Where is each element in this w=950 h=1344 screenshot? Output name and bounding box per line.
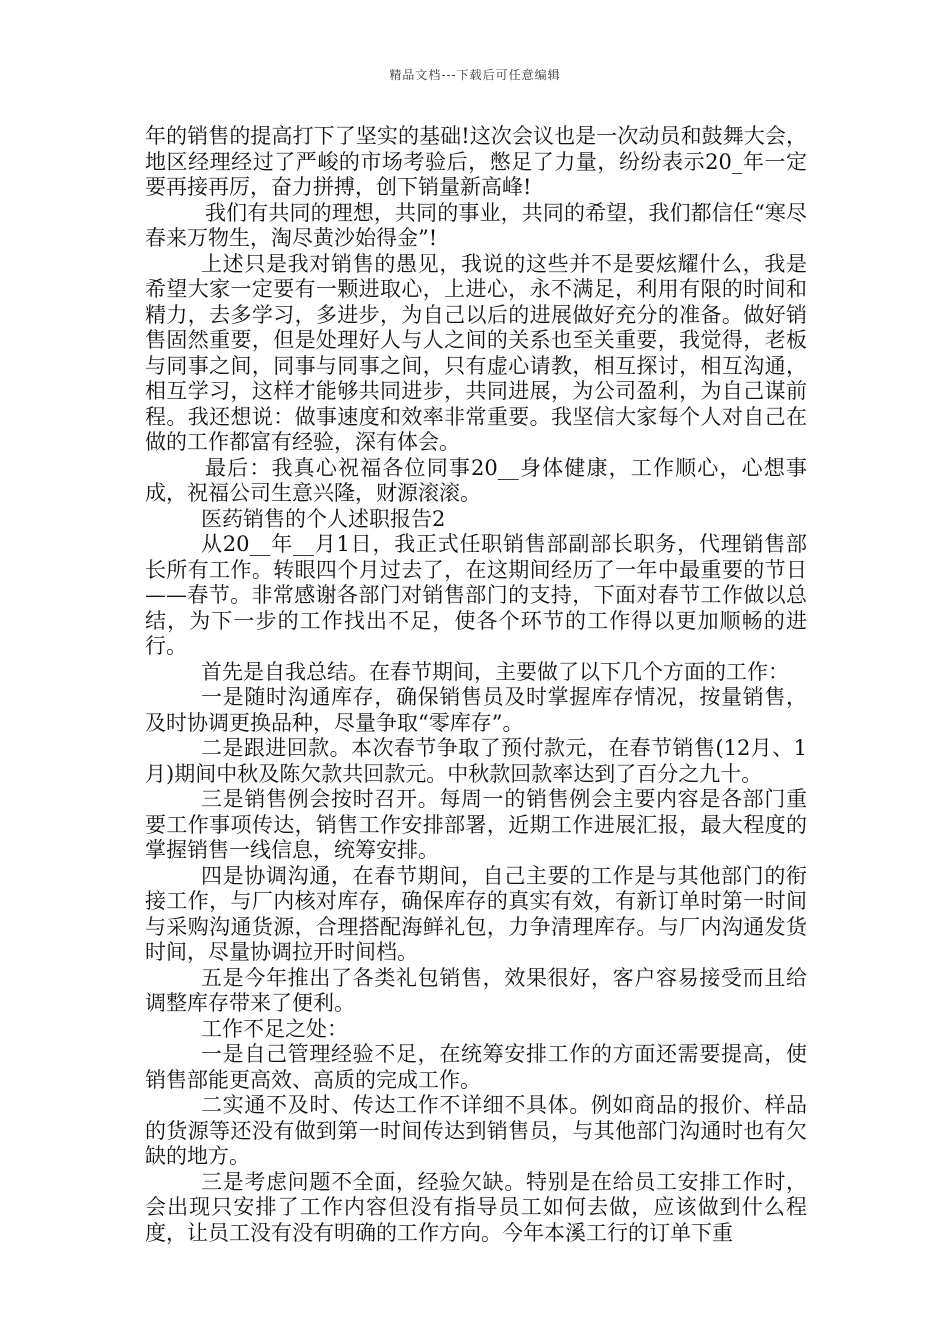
paragraph-appointment: 从20__年__月1日，我正式任职销售部副部长职务，代理销售部长所有工作。转眼四个月过去了，在这期间经历了一年中最重要的节日——春节。非常感谢各部门对销售部门的支持，下面对春节工作做以总结，为下一步的工作找出不足，使各个环节的工作得以更加顺畅的进行。 (145, 532, 807, 658)
paragraph-shortcoming-one: 一是自己管理经验不足，在统筹安排工作的方面还需要提高，使销售部能更高效、高质的完成工作。 (145, 1042, 807, 1092)
paragraph-closing-wishes: 最后：我真心祝福各位同事20__身体健康，工作顺心，心想事成，祝福公司生意兴隆，财源滚滚。 (145, 455, 807, 505)
paragraph-shared-ideals: 我们有共同的理想，共同的事业，共同的希望，我们都信任“寒尽春来万物生，淘尽黄沙始得金”! (145, 200, 807, 250)
paragraph-point-five: 五是今年推出了各类礼包销售，效果很好，客户容易接受而且给调整库存带来了便利。 (145, 965, 807, 1015)
paragraph-point-two: 二是跟进回款。本次春节争取了预付款元，在春节销售(12月、1月)期间中秋及陈欠款共回款元。中秋款回款率达到了百分之九十。 (145, 736, 807, 786)
paragraph-shortcoming-two: 二实通不及时、传达工作不详细不具体。例如商品的报价、样品的货源等还没有做到第一时间传达到销售员，与其他部门沟通时也有欠缺的地方。 (145, 1093, 807, 1168)
page-header-watermark: 精品文档---下载后可任意编辑 (389, 68, 561, 82)
paragraph-opinion: 上述只是我对销售的愚见，我说的这些并不是要炫耀什么，我是希望大家一定要有一颗进取心，上进心，永不满足，利用有限的时间和精力，去多学习，多进步，为自己以后的进展做好充分的准备。做好销售固然重要，但是处理好人与人之间的关系也至关重要，我觉得，老板与同事之间，同事与同事之间，只有虚心请教，相互探讨，相互沟通，相互学习，这样才能够共同进步，共同进展，为公司盈利，为自己谋前程。我还想说：做事速度和效率非常重要。我坚信大家每个人对自己在做的工作都富有经验，深有体会。 (145, 251, 807, 454)
paragraph-continuation: 年的销售的提高打下了坚实的基础!这次会议也是一次动员和鼓舞大会，地区经理经过了严峻的市场考验后，憋足了力量，纷纷表示20_年一定要再接再厉，奋力拼搏，创下销量新高峰! (145, 124, 807, 199)
document-body (145, 124, 807, 1246)
paragraph-point-one: 一是随时沟通库存，确保销售员及时掌握库存情况，按量销售，及时协调更换品种，尽量争取“零库存”。 (145, 685, 807, 735)
paragraph-point-three: 三是销售例会按时召开。每周一的销售例会主要内容是各部门重要工作事项传达，销售工作安排部署，近期工作进展汇报，最大程度的掌握销售一线信息，统筹安排。 (145, 787, 807, 862)
paragraph-shortcomings-heading: 工作不足之处： (201, 1016, 348, 1041)
section-heading: 医药销售的个人述职报告2 (201, 506, 446, 531)
paragraph-self-summary: 首先是自我总结。在春节期间，主要做了以下几个方面的工作： (201, 659, 789, 684)
paragraph-shortcoming-three: 三是考虑问题不全面，经验欠缺。特别是在给员工安排工作时，会出现只安排了工作内容但没有指导员工如何去做，应该做到什么程度，让员工没有没有明确的工作方向。今年本溪工行的订单下重 (145, 1169, 807, 1245)
paragraph-point-four: 四是协调沟通，在春节期间，自己主要的工作是与其他部门的衔接工作，与厂内核对库存，确保库存的真实有效，有新订单时第一时间与采购沟通货源，合理搭配海鲜礼包，力争清理库存。与厂内沟通发货时间，尽量协调拉开时间档。 (145, 863, 807, 964)
